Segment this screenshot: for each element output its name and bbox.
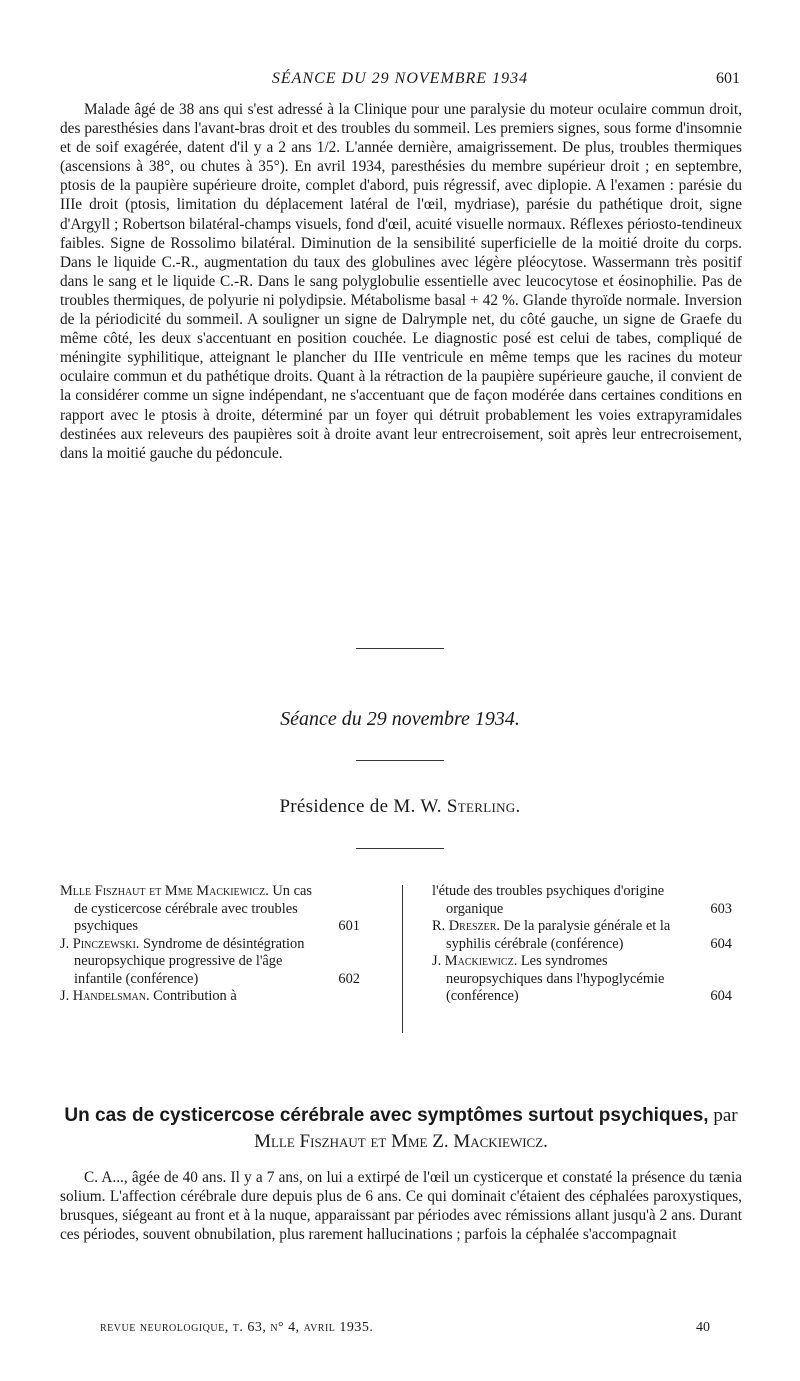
toc-page: 602 [338,970,360,987]
toc-title: De la paralysie générale et la syphilis cérébrale (conférence) [446,918,671,952]
running-title: SÉANCE DU 29 NOVEMBRE 1934 [271,70,529,87]
separator-rule [356,760,444,761]
article-byline-prefix: par [708,1105,738,1126]
case-paragraph: Malade âgé de 38 ans qui s'est adressé à la Clinique pour une paralysie du moteur oculaire commun droit, des paresthésies dans l'avant-bras droit et des troubles du sommeil. Les premiers signes, sous forme d'insomnie et de soif exagérée, datent d'il y a 2 ans 1/2. L'année dernière, amaigrissement. De plus, troubles thermiques (ascensions à 38°, ou chutes à 35°). En avril 1934, paresthésies du membre supérieur droit ; en septembre, ptosis de la paupière supérieure droite, complet d'abord, puis régressif, avec diplopie. A l'examen : parésie du IIIe droit (ptosis, limitation du déplacement latéral de l'œil, mydriase), parésie du pathétique droit, signe d'Argyll ; Robertson bilatéral-champs visuels, fond d'œil, acuité visuelle normaux. Réflexes périosto-tendineux faibles. Signe de Rossolimo bilatéral. Diminution de la sensibilité superficielle de la moitié droite du corps. Dans le liquide C.-R., augmentation du taux des globulines avec légère pléocytose. Wassermann très positif dans le sang et le liquide C.-R. Dans le sang polyglobulie essentielle avec leucocytose et éosinophilie. Pas de troubles thermiques, de polyurie ni polydipsie. Métabolisme basal + 42 %. Glande thyroïde normale. Inversion de la périodicité du sommeil. A souligner un signe de Dalrymple net, du côté gauche, un signe de Graefe du même côté, les deux s'accentuant en position couchée. Le diagnostic posé est celui de tabes, compliqué de méningite syphilitique, atteignant le plancher du IIIe ventricule en même temps que les racines du moteur oculaire commun et du pathétique droits. Quant à la rétraction de la paupière supérieure gauche, il convient de la considérer comme un signe indépendant, ne s'accentuant que de façon modérée dans certaines conditions en rapport avec le ptosis à droite, déterminé par un foyer qui détruit probablement les voies extrapyramidales destinées aux releveurs des paupières soit à droite avant leur entrecroisement, soit après leur entrecroisement, dans la moitié gauche du pédoncule. [60,101,742,462]
toc-authors: J. Pinczewski. [60,935,140,952]
toc-column-right [432,883,732,1006]
toc-entry [60,936,360,989]
toc-page: 604 [710,988,732,1004]
footer-sheet-number: 40 [696,1320,710,1335]
toc-authors: J. Handelsman. [60,988,150,1004]
toc-authors: J. Mackiewicz. [432,953,518,969]
toc-title: Syndrome de désintégration neuropsychique progressive de l'âge infantile (conférence) [74,935,305,987]
toc-title: Contribution à [149,988,237,1004]
toc-entry [432,953,732,1006]
separator-rule [356,848,444,849]
toc-entry [60,883,360,936]
toc-authors: Mlle Fiszhaut et Mme Mackiewicz. [60,883,269,899]
presidence-prefix: Présidence de M. W. [279,796,447,817]
article-title [60,1103,742,1155]
toc-title: l'étude des troubles psychiques d'origine organique [432,883,665,917]
seance-heading: Séance du 29 novembre 1934. [280,708,520,730]
toc-entry [432,918,732,953]
toc-entry [60,988,360,1006]
presidence-line [0,796,800,818]
article-byline-authors: Mlle Fiszhaut et Mme Z. Mackiewicz. [254,1131,548,1152]
toc-divider [402,885,403,1033]
toc-authors: R. Dreszer. [432,918,501,934]
running-head [0,70,800,94]
toc-page: 603 [710,900,732,917]
presidence-name: Sterling. [446,796,521,817]
toc-page: 604 [710,935,732,952]
toc-title: Les syndromes neuropsychiques dans l'hypoglycémie (conférence) [446,953,665,1004]
toc-title: Un cas de cysticercose cérébrale avec troubles psychiques [74,883,312,934]
footer-journal: revue neurologique, t. 63, n° 4, avril 1935. [100,1320,374,1335]
separator-rule [356,648,444,649]
article-paragraph: C. A..., âgée de 40 ans. Il y a 7 ans, on lui a extirpé de l'œil un cysticerque et constaté la présence du tænia solium. L'affection cérébrale dure depuis plus de 6 ans. Ce qui dominait c'étaient des céphalées paroxystiques, brusques, siégeant au front et à la nuque, apparaissant par périodes avec rémissions allant jusqu'à 2 ans. Durant ces périodes, souvent obnubilation, plus rarement hallucinations ; parfois la céphalée s'accompagnait [60,1169,742,1244]
page-number: 601 [716,70,740,87]
article-title-text: Un cas de cysticercose cérébrale avec symptômes surtout psychiques, [64,1105,709,1126]
toc-page: 601 [338,918,360,934]
toc-column-left [60,883,360,1006]
page-footer [100,1320,710,1336]
toc-entry [432,883,732,918]
